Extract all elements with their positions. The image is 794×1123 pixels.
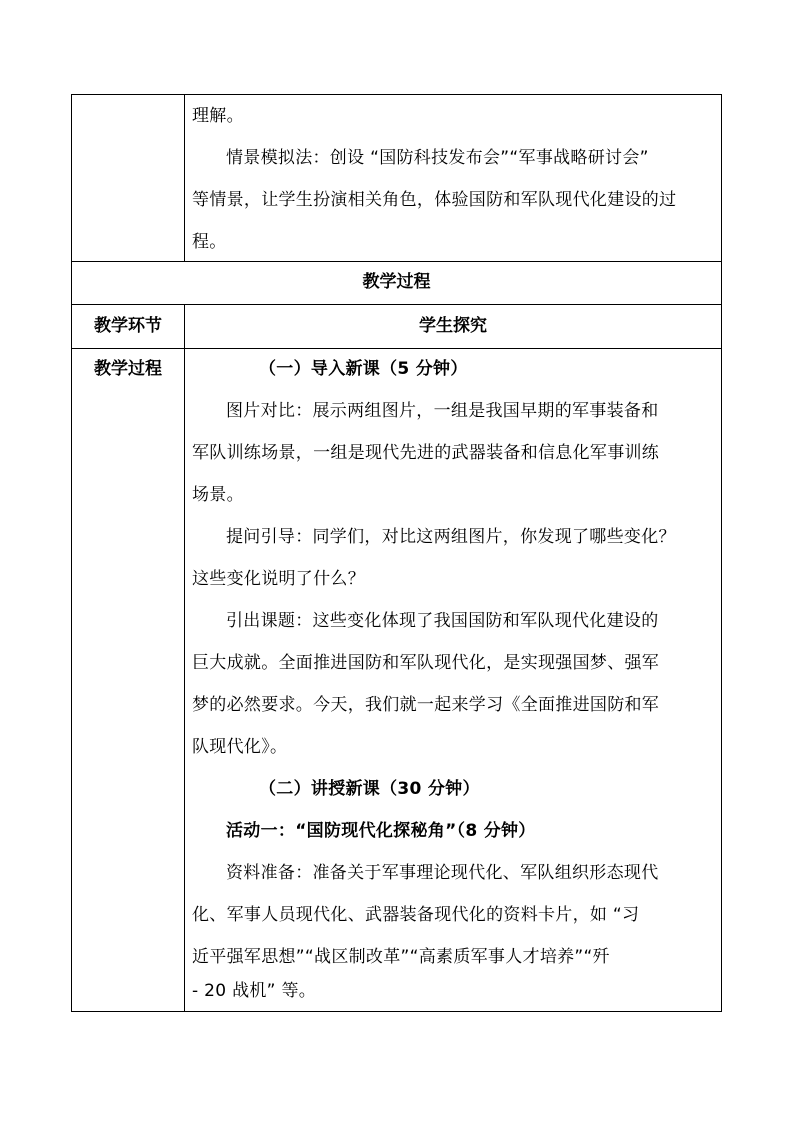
- text-line: 场景。: [192, 485, 244, 505]
- column-header-right: 学生探究: [419, 316, 487, 336]
- text-line: 理解。: [192, 106, 244, 126]
- column-divider: [184, 304, 185, 1011]
- text-line: 这些变化说明了什么？: [192, 569, 365, 589]
- lesson-plan-table: [71, 94, 722, 1012]
- text-line: 图片对比：展示两组图片，一组是我国早期的军事装备和: [226, 401, 659, 421]
- section-header: 教学过程: [362, 272, 431, 292]
- text-line: 等情景，让学生扮演相关角色，体验国防和军队现代化建设的过: [192, 190, 677, 210]
- text-line: 梦的必然要求。今天，我们就一起来学习《全面推进国防和军: [192, 695, 660, 715]
- text-line: - 20 战机” 等。: [192, 981, 317, 1001]
- text-line: 情景模拟法：创设 “国防科技发布会”“军事战略研讨会”: [226, 148, 649, 168]
- row-label: 教学过程: [94, 359, 162, 379]
- text-line: 引出课题：这些变化体现了我国国防和军队现代化建设的: [226, 611, 659, 631]
- heading-lecture: （二）讲授新课（30 分钟）: [259, 779, 480, 799]
- text-line: 近平强军思想”“战区制改革”“高素质军事人才培养”“歼: [192, 947, 610, 967]
- text-line: 军队训练场景，一组是现代先进的武器装备和信息化军事训练: [192, 443, 660, 463]
- text-line: 化、军事人员现代化、武器装备现代化的资料卡片，如 “习: [192, 905, 640, 925]
- text-line: 队现代化》。: [192, 737, 288, 757]
- text-line: 提问引导：同学们，对比这两组图片，你发现了哪些变化？: [226, 527, 676, 547]
- heading-intro: （一）导入新课（5 分钟）: [259, 359, 468, 379]
- text-line: 资料准备：准备关于军事理论现代化、军队组织形态现代: [226, 863, 659, 883]
- heading-activity: 活动一：“国防现代化探秘角”（8 分钟）: [226, 821, 536, 841]
- text-line: 程。: [192, 232, 227, 252]
- column-header-left: 教学环节: [94, 316, 162, 336]
- column-divider: [184, 95, 185, 261]
- text-line: 巨大成就。全面推进国防和军队现代化，是实现强国梦、强军: [192, 653, 660, 673]
